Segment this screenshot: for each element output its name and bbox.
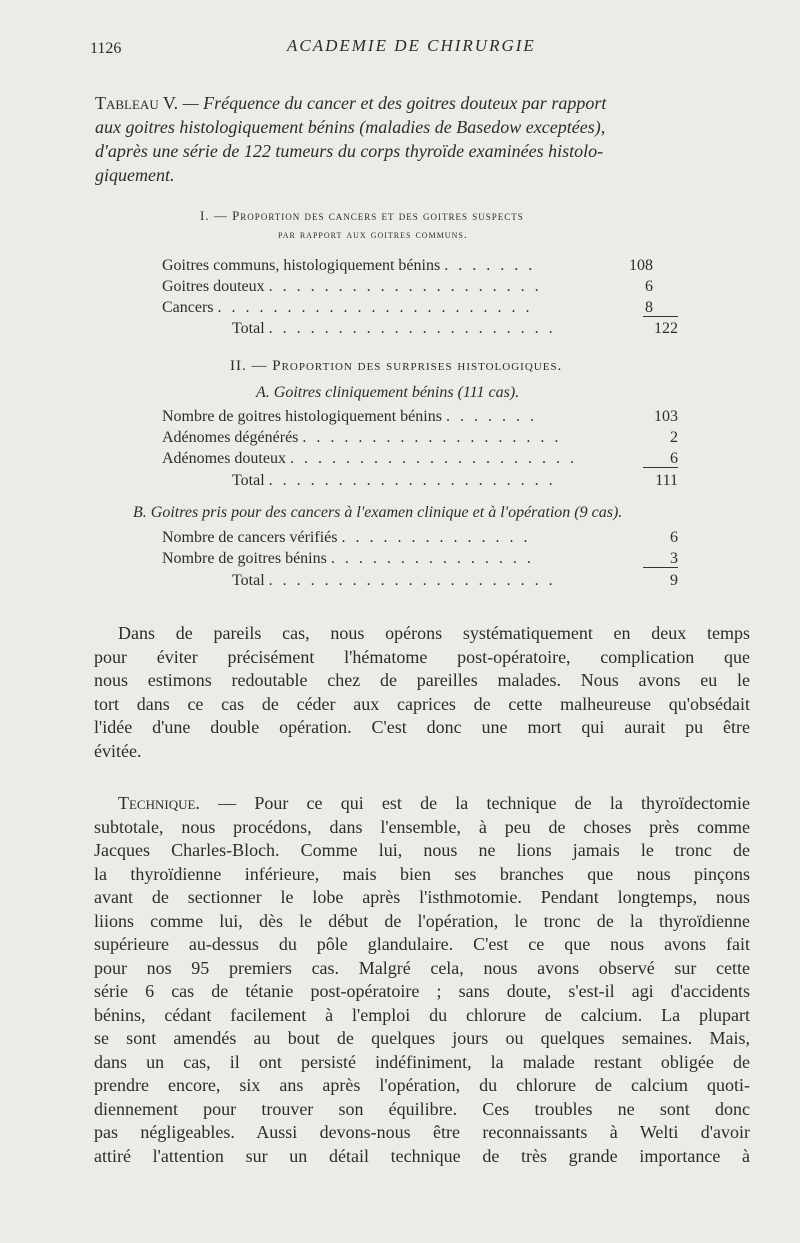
- row-value: 6: [670, 450, 678, 467]
- row-dots: . . . . . . . . . . . . . . . . . . . . .: [268, 320, 556, 337]
- section-1-heading: I. — Proportion des cancers et des goitres suspects: [200, 208, 524, 223]
- table-row: [162, 299, 533, 317]
- row-label: Goitres communs, histologiquement bénins: [162, 257, 441, 274]
- caption-line: giquement.: [95, 165, 175, 185]
- text-line: subtotale, nous procédons, dans l'ensemble, à peu de choses près comme: [94, 816, 750, 837]
- total-rule: [643, 316, 678, 317]
- row-label: Adénomes dégénérés: [162, 429, 299, 446]
- text-line: attiré l'attention sur un détail technique de très grande importance à: [94, 1145, 750, 1166]
- table-caption: [95, 91, 735, 187]
- text-line: l'idée d'une double opération. C'est donc une mort qui aurait pu être: [94, 717, 750, 737]
- text-line: série 6 cas de tétanie post-opératoire ; sans doute, s'est-il agi d'accidents: [94, 981, 750, 1001]
- total-row: [232, 572, 556, 590]
- caption-line: aux goitres histologiquement bénins (maladies de Basedow exceptées),: [95, 117, 606, 137]
- row-label: Nombre de goitres bénins: [162, 550, 327, 567]
- row-label: Goitres douteux: [162, 278, 265, 295]
- text-line: Dans de pareils cas, nous opérons systématiquement en deux temps: [118, 623, 750, 643]
- table-row: [162, 529, 530, 547]
- text-line: tort dans ce cas de céder aux caprices de cette malheureuse qu'obsédait: [94, 693, 750, 714]
- text-line: avant de sectionner le lobe après l'isthmotomie. Pendant longtemps, nous: [94, 887, 750, 907]
- total-row: [232, 320, 556, 338]
- total-value: 111: [655, 472, 678, 489]
- total-value: 9: [670, 572, 678, 589]
- row-dots: . . . . . . . . . . . . . . . . . . . .: [268, 278, 542, 295]
- total-rule: [643, 467, 678, 468]
- row-dots: . . . . . . . . . . . . . . . . . . .: [302, 429, 562, 446]
- total-row: [232, 472, 556, 490]
- table-row: [162, 278, 542, 296]
- table-row: [162, 450, 577, 468]
- running-head: ACADEMIE DE CHIRURGIE: [287, 36, 536, 55]
- text-line: évitée.: [94, 740, 142, 761]
- text-line: pour nos 95 premiers cas. Malgré cela, nous avons observé sur cette: [94, 957, 750, 978]
- text-line: pas négligeables. Aussi devons-nous être reconnaissants à Welti d'avoir: [94, 1122, 750, 1142]
- row-label: Nombre de cancers vérifiés: [162, 529, 338, 546]
- row-dots: . . . . . . . . . . . . . . .: [330, 550, 534, 567]
- text-line: pour éviter précisément l'hématome post-opératoire, complication que: [94, 646, 750, 667]
- row-value: 3: [670, 550, 678, 567]
- table-row: [162, 257, 535, 275]
- page-number: 1126: [90, 40, 122, 57]
- text-line: prendre encore, six ans après l'opération, du chlorure de calcium quoti-: [94, 1075, 750, 1095]
- text-line: liions comme lui, dès le début de l'opération, le tronc de la thyroïdienne: [94, 910, 750, 931]
- total-value: 122: [654, 320, 678, 337]
- text-line: bénins, cédant facilement à l'emploi du chlorure de calcium. La plupart: [94, 1004, 750, 1025]
- text-line: la thyroïdienne inférieure, mais bien ses branches que nous pinçons: [94, 863, 750, 884]
- row-dots: . . . . . . .: [445, 408, 537, 425]
- row-dots: . . . . . . . . . . . . . .: [341, 529, 531, 546]
- row-value: 108: [629, 257, 653, 274]
- table-row: [162, 429, 561, 447]
- row-dots: . . . . . . . . . . . . . . . . . . . . . . .: [217, 299, 533, 316]
- row-dots: . . . . . . . . . . . . . . . . . . . . .: [268, 472, 556, 489]
- row-dots: . . . . . . . . . . . . . . . . . . . . .: [289, 450, 577, 467]
- row-dots: . . . . . . . . . . . . . . . . . . . . .: [268, 572, 556, 589]
- row-label: Adénomes douteux: [162, 450, 286, 467]
- subsection-a-heading: A. Goitres cliniquement bénins (111 cas).: [256, 384, 520, 401]
- row-value: 6: [670, 529, 678, 546]
- row-label: Nombre de goitres histologiquement bénins: [162, 408, 442, 425]
- first-line-text: — Pour ce qui est de la technique de la thyroïdectomie: [199, 793, 750, 813]
- row-value: 6: [645, 278, 653, 295]
- caption-label: Tableau V.: [95, 93, 179, 113]
- text-line: nous estimons redoutable chez de pareilles malades. Nous avons eu le: [94, 670, 750, 690]
- caption-line-text: — Fréquence du cancer et des goitres douteux par rapport: [178, 93, 607, 113]
- section-2-heading: II. — Proportion des surprises histologiques.: [230, 358, 563, 374]
- caption-line: [95, 91, 735, 115]
- body-paragraph: [94, 792, 750, 1168]
- body-paragraph: [94, 622, 750, 763]
- caption-line: d'après une série de 122 tumeurs du corps thyroïde examinées histolo-: [95, 141, 604, 161]
- row-label: Cancers: [162, 299, 214, 316]
- row-dots: . . . . . . .: [444, 257, 536, 274]
- row-value: 103: [654, 408, 678, 425]
- section-1-heading-line2: par rapport aux goitres communs.: [278, 227, 468, 241]
- text-line: [118, 792, 750, 816]
- total-label: Total: [232, 572, 265, 589]
- text-line: Jacques Charles-Bloch. Comme lui, nous ne lions jamais le tronc de: [94, 840, 750, 860]
- text-line: supérieure au-dessus du pôle glandulaire. C'est ce que nous avons fait: [94, 934, 750, 954]
- total-label: Total: [232, 320, 265, 337]
- table-row: [162, 408, 537, 426]
- text-line: diennement pour trouver son équilibre. Ces troubles ne sont donc: [94, 1098, 750, 1119]
- row-value: 8: [645, 299, 653, 316]
- text-line: se sont amendés au bout de quelques jours ou quelques semaines. Mais,: [94, 1028, 750, 1048]
- technique-lead: Technique.: [118, 793, 200, 813]
- table-row: [162, 550, 534, 568]
- total-rule: [643, 567, 678, 568]
- text-line: dans un cas, il ont persisté indéfiniment, la malade restant obligée de: [94, 1051, 750, 1072]
- subsection-b-heading: B. Goitres pris pour des cancers à l'examen clinique et à l'opération (9 cas).: [133, 504, 623, 521]
- total-label: Total: [232, 472, 265, 489]
- row-value: 2: [670, 429, 678, 446]
